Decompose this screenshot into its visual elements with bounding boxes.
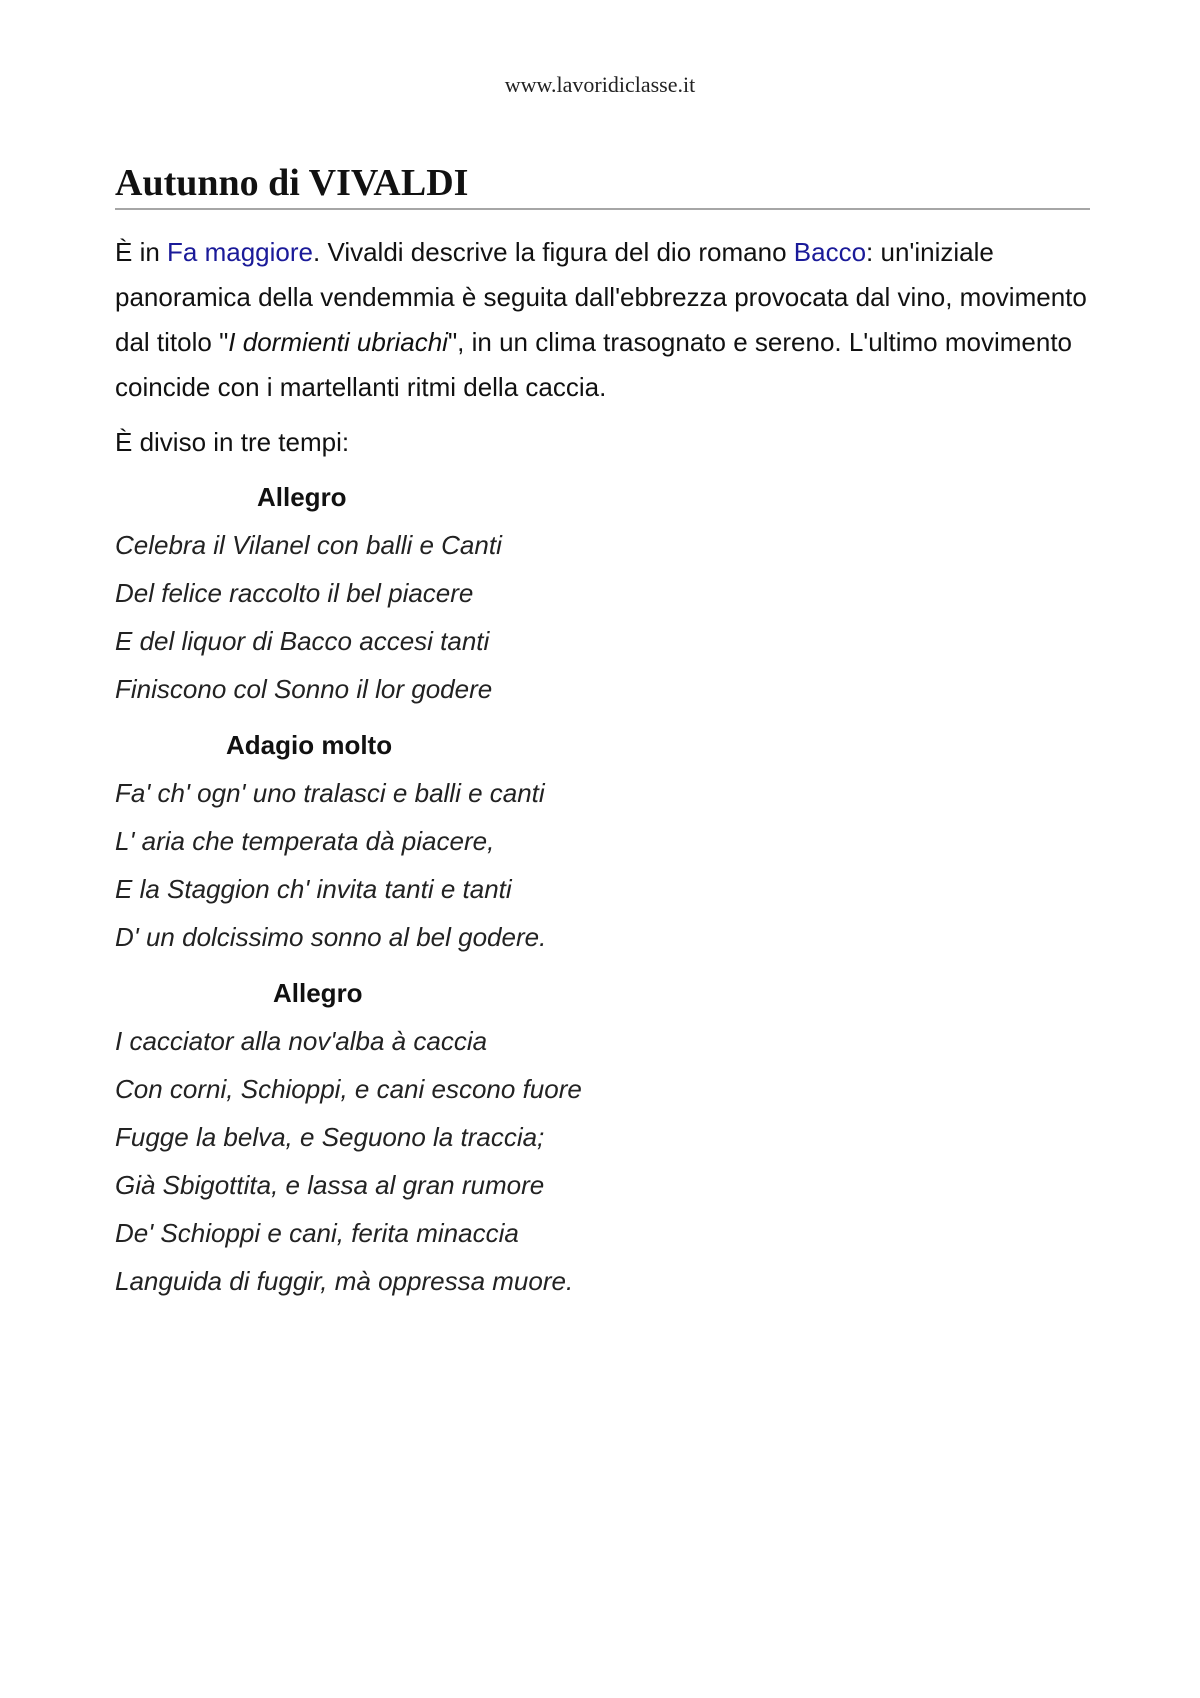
link-fa-maggiore[interactable]: Fa maggiore <box>167 237 313 267</box>
verse-line: De' Schioppi e cani, ferita minaccia <box>115 1218 519 1248</box>
verse-line: Del felice raccolto il bel piacere <box>115 578 474 608</box>
movement-title: Allegro <box>257 482 347 512</box>
verse-line: Fa' ch' ogn' uno tralasci e balli e canti <box>115 778 545 808</box>
verse-line: Languida di fuggir, mà oppressa muore. <box>115 1266 574 1296</box>
verse-line: D' un dolcissimo sonno al bel godere. <box>115 922 547 952</box>
verse-line: Celebra il Vilanel con balli e Canti <box>115 530 502 560</box>
movement-3 <box>115 969 1090 1305</box>
intro-text-1: È in <box>115 237 168 267</box>
movement-title: Allegro <box>273 978 363 1008</box>
intro-paragraph <box>115 230 1090 410</box>
intro-italic-title: I dormienti ubriachi <box>228 327 448 357</box>
page-title: Autunno di VIVALDI <box>115 160 1090 210</box>
intro-text-2: . Vivaldi descrive la figura del dio romano <box>313 237 794 267</box>
movement-1 <box>115 473 1090 713</box>
document-body <box>115 160 1090 1305</box>
verse-line: Già Sbigottita, e lassa al gran rumore <box>115 1170 545 1200</box>
verse-line: I cacciator alla nov'alba à caccia <box>115 1026 488 1056</box>
intro-text-3: : un'iniziale panoramica della vendemmia è seguita dall'ebbrezza provocata dal vino, movimento dal titolo " <box>115 237 1087 357</box>
verse-line: Finiscono col Sonno il lor godere <box>115 674 493 704</box>
movement-2 <box>115 721 1090 961</box>
intro-text-4: ", in un clima trasognato e sereno. L'ultimo movimento coincide con i martellanti ritmi della caccia. <box>115 327 1073 402</box>
verse-line: E del liquor di Bacco accesi tanti <box>115 626 490 656</box>
verse-line: E la Staggion ch' invita tanti e tanti <box>115 874 512 904</box>
division-text: È diviso in tre tempi: <box>115 427 350 457</box>
verse-line: L' aria che temperata dà piacere, <box>115 826 495 856</box>
link-bacco[interactable]: Bacco <box>793 237 867 267</box>
site-header: www.lavoridiclasse.it <box>504 72 696 97</box>
verse-line: Con corni, Schioppi, e cani escono fuore <box>115 1074 582 1104</box>
verse-line: Fugge la belva, e Seguono la traccia; <box>115 1122 545 1152</box>
movement-title: Adagio molto <box>226 730 393 760</box>
